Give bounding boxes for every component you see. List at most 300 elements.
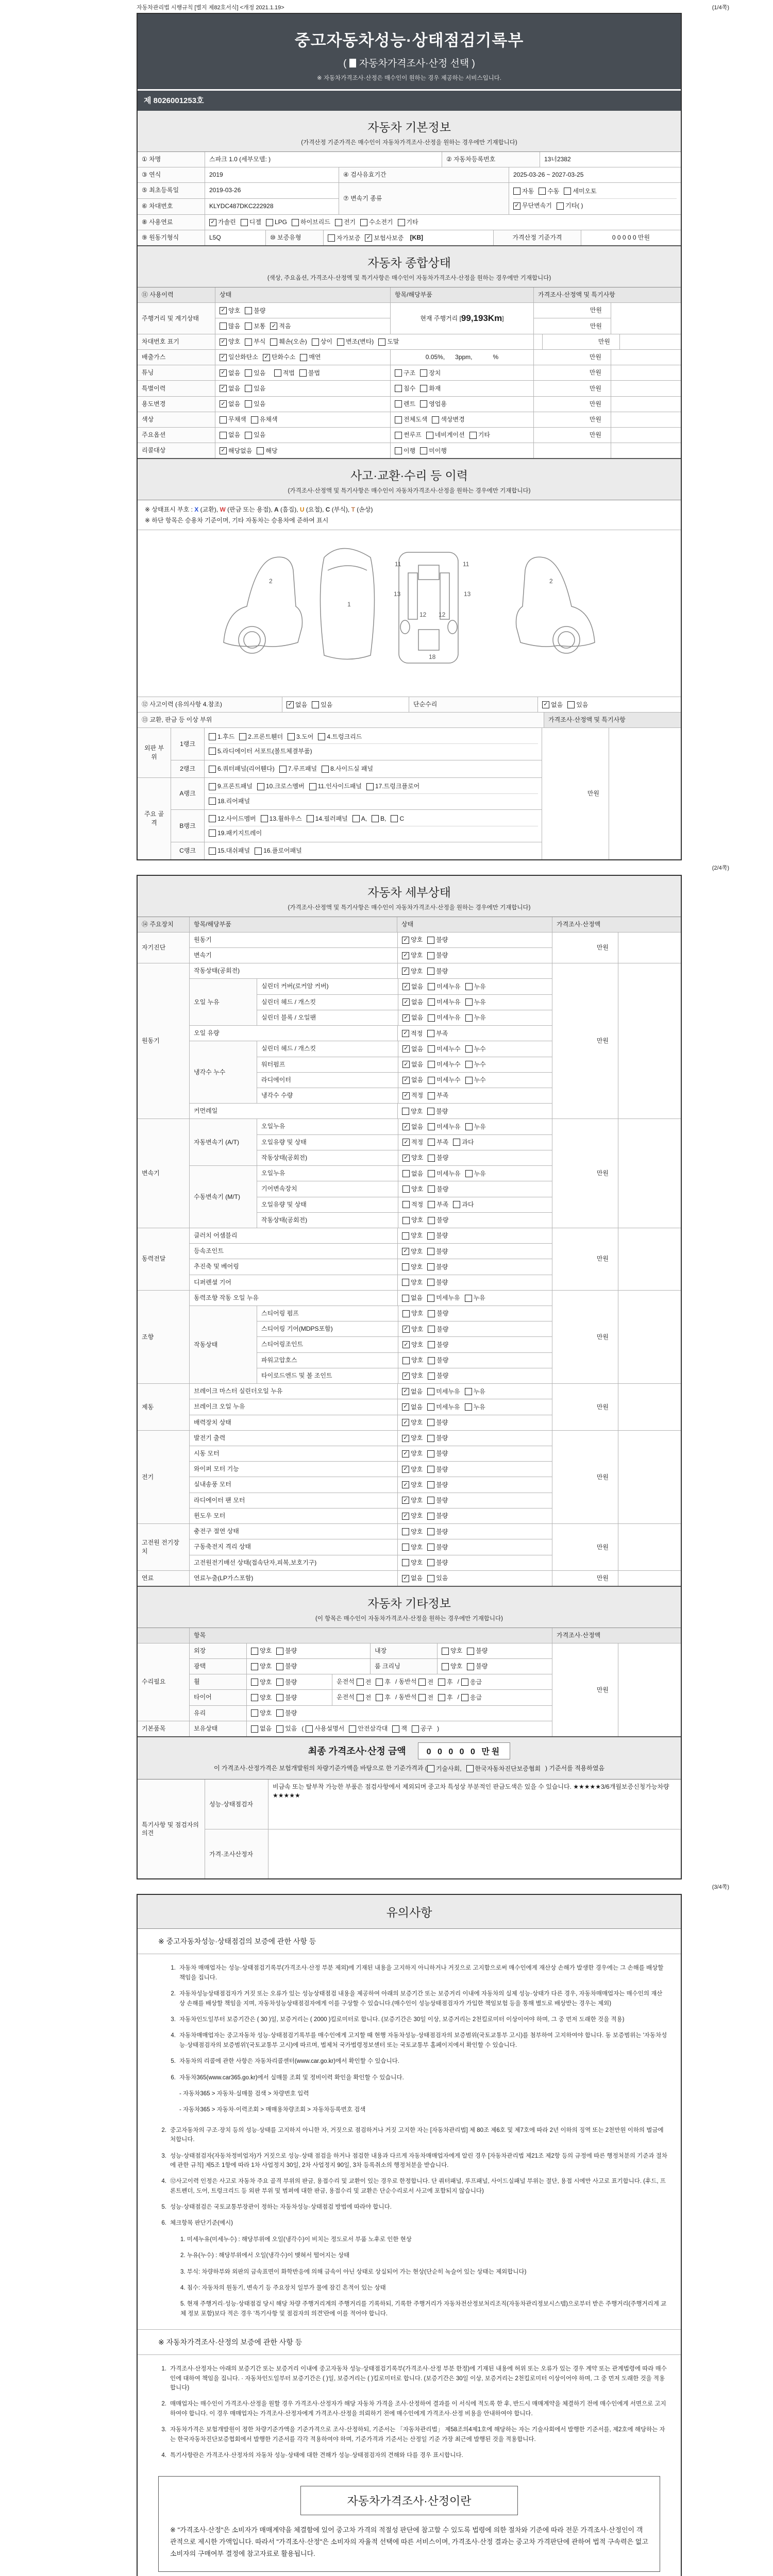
table-row (138, 167, 681, 182)
cell (397, 1539, 552, 1554)
section-subtitle: (가격산정 기준가격은 매수인이 자동차가격조사·산정을 원하는 경우에만 기재합니다) (301, 140, 517, 146)
checkbox-12.사이드멤버[interactable] (209, 815, 256, 823)
checkbox-A,[interactable] (352, 815, 367, 823)
checkbox-미이행[interactable] (420, 447, 447, 455)
table-row (190, 1721, 552, 1736)
checkbox-적정[interactable] (402, 1138, 423, 1147)
checkbox-후[interactable] (376, 1678, 391, 1687)
table-row (171, 760, 542, 777)
checkbox-해당없음[interactable] (220, 447, 252, 455)
checkbox-label: 적법 (282, 369, 295, 377)
cell (390, 428, 533, 443)
checkbox-label: 8.사이드실 패널 (330, 765, 374, 773)
checkbox-불량[interactable] (428, 1356, 448, 1365)
checkbox-양호[interactable] (402, 1247, 423, 1256)
checkbox-양호[interactable] (402, 1449, 423, 1458)
checkbox-없음[interactable] (402, 1294, 423, 1302)
checkbox-불량[interactable] (427, 1543, 448, 1552)
checked-box-icon: ✓ (402, 1435, 409, 1442)
cell: 1랭크 (171, 728, 204, 759)
checkbox-양호[interactable] (402, 1512, 423, 1520)
cell: C랭크 (171, 842, 204, 859)
checkbox-양호[interactable] (402, 936, 423, 944)
checkbox-양호[interactable] (251, 1678, 272, 1687)
checkbox-영업용[interactable] (420, 400, 447, 409)
checkbox-침수[interactable] (395, 384, 415, 393)
checkbox-응급[interactable] (461, 1678, 482, 1687)
checkbox-label: 양호 (411, 1357, 424, 1364)
checkbox-있음[interactable] (276, 1724, 297, 1733)
checkbox-장치[interactable] (420, 369, 441, 378)
checkbox-누유[interactable] (465, 1170, 486, 1178)
table-row (171, 809, 542, 841)
checkbox-화재[interactable] (420, 384, 441, 393)
checkbox-미세누유[interactable] (427, 1387, 460, 1396)
cell (246, 1643, 370, 1658)
unchecked-box-icon (420, 369, 427, 377)
cell: 0 0 0 0 0 만원 (581, 230, 681, 245)
checkbox-9.프론트패널[interactable] (209, 782, 253, 791)
checkbox-양호[interactable] (402, 1356, 423, 1365)
checkbox-label: 적정 (411, 1092, 424, 1099)
checkbox-불량[interactable] (427, 1263, 448, 1272)
checkbox-양호[interactable] (402, 1558, 423, 1567)
checkbox-label: 누유 (473, 1387, 485, 1395)
checkbox-양호[interactable] (402, 1231, 423, 1240)
cell (138, 1628, 189, 1643)
checkbox-group (402, 967, 452, 974)
checkbox-일산화탄소[interactable] (220, 353, 258, 362)
checkbox-불량[interactable] (276, 1693, 297, 1702)
cell: 만원 (552, 1571, 618, 1586)
checkbox-있음[interactable] (245, 400, 265, 409)
checkbox-기타( )[interactable] (557, 201, 583, 210)
checkbox-없음[interactable] (220, 369, 240, 378)
checkbox-양호[interactable] (442, 1662, 462, 1671)
checkbox-양호[interactable] (402, 1107, 423, 1116)
checkbox-색상변경[interactable] (432, 415, 464, 424)
checkbox-네비게이션[interactable] (426, 431, 465, 439)
checkbox-불량[interactable] (428, 1216, 448, 1225)
checkbox-자동[interactable] (513, 187, 534, 196)
cell (215, 303, 390, 333)
checkbox-불량[interactable] (427, 1247, 448, 1256)
unchecked-box-icon (209, 766, 216, 773)
checkbox-있음[interactable] (567, 701, 588, 709)
checkbox-미세누유[interactable] (428, 982, 460, 991)
checkbox-수동[interactable] (539, 187, 559, 196)
checkbox-부족[interactable] (428, 1138, 448, 1147)
checkbox-불량[interactable] (428, 1371, 448, 1380)
checkbox-없음[interactable] (402, 1076, 423, 1084)
cell: 가격조사·산정액 (552, 917, 681, 932)
checkbox-불량[interactable] (427, 1512, 448, 1520)
checkbox-사용설명서[interactable] (306, 1724, 344, 1733)
checkbox-없음[interactable] (402, 1403, 423, 1412)
checkbox-부식[interactable] (245, 337, 265, 346)
checkbox-구조[interactable] (395, 369, 415, 378)
cell: ⑩ 보증유형 (265, 230, 323, 245)
checkbox-16.플로어패널[interactable] (255, 846, 302, 855)
checkbox-불량[interactable] (428, 1341, 448, 1349)
checkbox-불량[interactable] (427, 967, 448, 976)
checkbox-누수[interactable] (465, 1076, 486, 1084)
checkbox-누유[interactable] (465, 1123, 486, 1131)
checkbox-양호[interactable] (402, 1543, 423, 1552)
checkbox-없음[interactable] (402, 1170, 423, 1178)
checkbox-후[interactable] (438, 1693, 453, 1702)
checkbox-불량[interactable] (427, 1278, 448, 1287)
checkbox-누유[interactable] (465, 1403, 485, 1412)
checkbox-훼손(오손)[interactable] (270, 337, 307, 346)
cell: 용도변경 (138, 397, 215, 412)
unchecked-box-icon (378, 338, 385, 346)
checkbox-label: 불량 (436, 1247, 448, 1255)
cell (257, 1166, 552, 1228)
checkbox-양호[interactable] (402, 1496, 423, 1505)
checkbox-LPG[interactable] (266, 218, 287, 227)
checkbox-group (418, 1678, 457, 1685)
checkbox-없음[interactable] (542, 701, 563, 709)
checkbox-양호[interactable] (251, 1709, 272, 1718)
checkbox-후[interactable] (438, 1678, 453, 1687)
checkbox-없음[interactable] (220, 400, 240, 409)
checkbox-썬루프[interactable] (395, 431, 422, 439)
checked-box-icon: ✓ (402, 1575, 409, 1582)
checkbox-양호[interactable] (220, 307, 240, 315)
checkbox-양호[interactable] (402, 1341, 423, 1349)
checkbox-불량[interactable] (276, 1709, 297, 1718)
notice-item-number: 2. (161, 2127, 166, 2133)
checkbox-미세누유[interactable] (428, 1013, 460, 1022)
checkbox-한국자동차진단보증협회[interactable] (466, 1764, 541, 1773)
checkbox-불량[interactable] (428, 1185, 448, 1194)
checkbox-적정[interactable] (402, 1091, 423, 1100)
unchecked-box-icon (428, 1123, 435, 1130)
checkbox-양호[interactable] (402, 1216, 423, 1225)
notice-item (153, 2177, 667, 2196)
checkbox-불량[interactable] (427, 1107, 448, 1116)
checkbox-매연[interactable] (300, 353, 321, 362)
checkbox-전체도색[interactable] (395, 415, 427, 424)
checkbox-도말[interactable] (378, 337, 399, 346)
checkbox-불량[interactable] (276, 1662, 297, 1671)
checkbox-없음[interactable] (402, 1013, 423, 1022)
unchecked-box-icon (427, 1232, 434, 1240)
checkbox-label: 양호 (411, 1481, 423, 1488)
checkbox-2.프론트휀더[interactable] (239, 733, 283, 741)
checkbox-기술사회,[interactable] (427, 1764, 462, 1773)
cell (618, 1119, 681, 1228)
checkbox-상이[interactable] (312, 337, 332, 346)
checkbox-label: 없음 (411, 1403, 423, 1411)
checkbox-label: 양호 (411, 1434, 423, 1442)
checkbox-17.트렁크플로어[interactable] (366, 782, 419, 791)
checkbox-14.필러패널[interactable] (307, 815, 348, 823)
checkbox-미세누유[interactable] (428, 998, 460, 1007)
checkbox-group (542, 701, 593, 708)
cell: 만원 (552, 1384, 618, 1430)
checkbox-label: 불량 (436, 1216, 449, 1224)
checkbox-없음[interactable] (402, 1123, 423, 1131)
checkbox-양호[interactable] (402, 1263, 423, 1272)
checkbox-적법[interactable] (274, 369, 295, 378)
cell (397, 948, 552, 963)
unchecked-box-icon (276, 1679, 283, 1686)
checkbox-미세누수[interactable] (428, 1045, 460, 1054)
cell (397, 1415, 552, 1430)
checkbox-없음[interactable] (402, 1045, 423, 1054)
checkbox-누유[interactable] (465, 1013, 486, 1022)
unchecked-box-icon (465, 1014, 473, 1022)
checkbox-불량[interactable] (467, 1647, 488, 1655)
checkbox-없음[interactable] (402, 998, 423, 1007)
checkbox-10.크로스멤버[interactable] (257, 782, 305, 791)
checkbox-불량[interactable] (427, 1465, 448, 1474)
checkbox-label: 이행 (404, 447, 416, 454)
unchecked-box-icon (427, 1279, 434, 1286)
checkbox-기타[interactable] (469, 431, 490, 439)
checkbox-없음[interactable] (402, 1387, 423, 1396)
checkbox-없음[interactable] (287, 701, 307, 709)
checkbox-전[interactable] (418, 1678, 433, 1687)
checkbox-누유[interactable] (465, 1387, 485, 1396)
overall-status-table (138, 287, 681, 458)
checkbox-4.트렁크리드[interactable] (318, 733, 362, 741)
checkbox-많음[interactable] (220, 322, 240, 331)
checkbox-19.패키지트레이[interactable] (209, 829, 262, 838)
checkbox-불량[interactable] (427, 1558, 448, 1567)
checkbox-양호[interactable] (402, 1481, 423, 1489)
checkbox-7.루프패널[interactable] (279, 765, 317, 773)
checkbox-보험사보증[interactable] (365, 234, 404, 243)
checkbox-양호[interactable] (402, 1325, 423, 1334)
checkbox-누유[interactable] (465, 982, 486, 991)
checkbox-있음[interactable] (427, 1574, 448, 1583)
cell (397, 1555, 552, 1570)
checkbox-양호[interactable] (402, 1434, 423, 1443)
checkbox-불량[interactable] (276, 1647, 297, 1655)
checkbox-불량[interactable] (428, 1325, 448, 1334)
checkbox-적정[interactable] (402, 1029, 423, 1038)
checkbox-불량[interactable] (427, 951, 448, 960)
checkbox-탄화수소[interactable] (263, 353, 295, 362)
checkbox-label: 기타( ) (565, 202, 583, 210)
checkbox-없음[interactable] (402, 1060, 423, 1069)
checkbox-누유[interactable] (465, 998, 486, 1007)
checkbox-없음[interactable] (220, 384, 240, 393)
checkbox-누유[interactable] (465, 1294, 485, 1302)
table-row (190, 963, 552, 978)
checkbox-양호[interactable] (402, 951, 423, 960)
checkbox-양호[interactable] (402, 1528, 423, 1536)
checkbox-label: 없음 (411, 1294, 423, 1302)
unchecked-box-icon (312, 701, 319, 708)
checkbox-렌트[interactable] (395, 400, 415, 409)
checkbox-불량[interactable] (428, 1309, 448, 1318)
checkbox-가솔린[interactable] (209, 218, 236, 227)
checkbox-group (220, 431, 270, 438)
checkbox-무채색[interactable] (220, 415, 246, 424)
checkbox-18.리어패널[interactable] (209, 797, 250, 806)
checkbox-있음[interactable] (245, 369, 265, 378)
unchecked-box-icon (442, 1663, 449, 1670)
checkbox-불량[interactable] (427, 1449, 448, 1458)
cell: 2019 (205, 167, 339, 182)
cell (215, 303, 390, 318)
checkbox-6.쿼터패널(리어휀다)[interactable] (209, 765, 275, 773)
checkbox-잭[interactable] (392, 1724, 407, 1733)
checkbox-불량[interactable] (245, 307, 265, 315)
unchecked-box-icon (276, 1709, 283, 1717)
checkbox-양호[interactable] (402, 967, 423, 976)
checkbox-8.사이드실 패널[interactable] (322, 765, 373, 773)
checkbox-group (357, 1678, 395, 1685)
checked-box-icon: ✓ (365, 234, 372, 242)
checkbox-양호[interactable] (442, 1647, 462, 1655)
checkbox-label: 탄화수소 (271, 353, 296, 361)
checkbox-불량[interactable] (427, 1231, 448, 1240)
checkbox-label: 미이행 (429, 447, 447, 454)
checkbox-불량[interactable] (427, 936, 448, 944)
unchecked-box-icon (328, 234, 335, 242)
document-number: 제 8026001253호 (138, 91, 681, 111)
checkbox-13.휠하우스[interactable] (261, 815, 302, 823)
checkbox-없음[interactable] (402, 1574, 423, 1583)
checkbox-양호[interactable] (402, 1418, 423, 1427)
checkbox-C[interactable] (391, 815, 404, 823)
checkbox-미세누수[interactable] (428, 1060, 460, 1069)
checkbox-양호[interactable] (402, 1278, 423, 1287)
table-row (138, 182, 681, 214)
checkbox-미세누유[interactable] (427, 1403, 460, 1412)
checkbox-변조(변타)[interactable] (337, 337, 374, 346)
unchecked-box-icon (428, 1201, 435, 1208)
checkbox-양호[interactable] (402, 1185, 423, 1194)
checkbox-해당[interactable] (257, 447, 277, 455)
checked-box-icon: ✓ (220, 369, 227, 377)
checkbox-무단변속기[interactable] (513, 201, 552, 210)
unchecked-box-icon (465, 1077, 473, 1084)
checkbox-세미오토[interactable] (564, 187, 596, 196)
line (209, 764, 538, 774)
checkbox-적음[interactable] (270, 322, 291, 331)
checkbox-전[interactable] (418, 1693, 433, 1702)
checkbox-label: 후 (447, 1678, 453, 1686)
checkbox-불량[interactable] (467, 1662, 488, 1671)
checkbox-후[interactable] (376, 1693, 391, 1702)
checkbox-양호[interactable] (251, 1662, 272, 1671)
checkbox-전기[interactable] (335, 218, 356, 227)
checkbox-미세누유[interactable] (427, 1294, 460, 1302)
checkbox-응급[interactable] (461, 1693, 482, 1702)
checkbox-label: 불량 (436, 1465, 448, 1473)
checkbox-불량[interactable] (428, 1154, 448, 1162)
cell: 고전원 전기장치 (138, 1524, 189, 1570)
checkbox-5.라디에이터 서포트(볼트체결부품)[interactable] (209, 747, 312, 756)
unchecked-box-icon (402, 1217, 410, 1224)
checkbox-양호[interactable] (402, 1309, 423, 1318)
checkbox-디젤[interactable] (241, 218, 261, 227)
checkbox-없음[interactable] (251, 1724, 272, 1733)
checkbox-label: 없음 (228, 400, 241, 408)
notice-item (153, 2451, 667, 2460)
checkbox-미세누유[interactable] (428, 1123, 460, 1131)
checkbox-자가보증[interactable] (328, 234, 360, 243)
checkbox-부족[interactable] (428, 1200, 448, 1209)
checkbox-미세누수[interactable] (428, 1076, 460, 1084)
checkbox-과다[interactable] (453, 1200, 474, 1209)
checkbox-공구[interactable] (412, 1724, 432, 1733)
checkbox-있음[interactable] (245, 384, 265, 393)
checkbox-양호[interactable] (220, 337, 240, 346)
checkbox-양호[interactable] (251, 1693, 272, 1702)
checkbox-B,[interactable] (372, 815, 386, 823)
checkbox-보통[interactable] (245, 322, 265, 331)
checkbox-있음[interactable] (245, 431, 265, 439)
checkbox-불량[interactable] (276, 1678, 297, 1687)
checkbox-1.후드[interactable] (209, 733, 234, 741)
checkbox-누수[interactable] (465, 1045, 486, 1054)
checkbox-누수[interactable] (465, 1060, 486, 1069)
checkbox-11.인사이드패널[interactable] (309, 782, 362, 791)
unchecked-box-icon (357, 1679, 364, 1686)
checkbox-과다[interactable] (453, 1138, 474, 1147)
checkbox-15.대쉬패널[interactable] (209, 846, 250, 855)
checkbox-3.도어[interactable] (288, 733, 313, 741)
checkbox-불량[interactable] (427, 1528, 448, 1536)
checkbox-하이브리드[interactable] (292, 218, 330, 227)
checkbox-전[interactable] (357, 1693, 372, 1702)
checkbox-group (402, 1481, 452, 1488)
checkbox-label: 있음 (321, 701, 333, 708)
checkbox-부족[interactable] (428, 1091, 448, 1100)
checkbox-label: 양호 (411, 1154, 424, 1162)
checkbox-불법[interactable] (299, 369, 320, 378)
cell: 자가보증 ✓ 보험사보증 [KB] (323, 230, 493, 245)
checkbox-양호[interactable] (402, 1371, 423, 1380)
checkbox-불량[interactable] (427, 1418, 448, 1427)
checkbox-불량[interactable] (427, 1481, 448, 1489)
cell: 작동상태(공회전) (261, 1154, 308, 1161)
checked-box-icon: ✓ (402, 968, 409, 975)
checkbox-있음[interactable] (312, 701, 332, 709)
checkbox-이행[interactable] (395, 447, 415, 455)
car-diagram-svg (213, 534, 605, 689)
checkbox-기타[interactable] (398, 218, 418, 227)
checkbox-적정[interactable] (402, 1200, 423, 1209)
checkbox-불량[interactable] (427, 1434, 448, 1443)
checkbox-양호[interactable] (402, 1465, 423, 1474)
checkbox-양호[interactable] (402, 1154, 423, 1162)
checkbox-label: 후 (384, 1693, 391, 1701)
checkbox-label: 도말 (387, 338, 399, 346)
checkbox-안전삼각대[interactable] (349, 1724, 388, 1733)
checkbox-group (442, 1663, 492, 1670)
checkbox-부족[interactable] (427, 1029, 448, 1038)
checkbox-양호[interactable] (251, 1647, 272, 1655)
checkbox-label: 미세누수 (436, 1045, 461, 1053)
checkbox-불량[interactable] (427, 1496, 448, 1505)
checkbox-수소전기[interactable] (360, 218, 393, 227)
checkbox-없음[interactable] (220, 431, 240, 439)
checkbox-없음[interactable] (402, 982, 423, 991)
checkbox-유채색[interactable] (251, 415, 278, 424)
checkbox-미세누유[interactable] (428, 1170, 460, 1178)
notice-item-text: 자동차인도일부터 보증기간은 ( 30 )일, 보증거리는 ( 2000 )킬로미터로 합니다. (보증기간은 30일 이상, 보증거리는 2천킬로미터 이상이어야 하며, 그 중 먼저 도래한 것을 적용) (179, 2016, 625, 2023)
cell: 동력전달 (138, 1228, 189, 1290)
checkbox-전[interactable] (357, 1678, 372, 1687)
